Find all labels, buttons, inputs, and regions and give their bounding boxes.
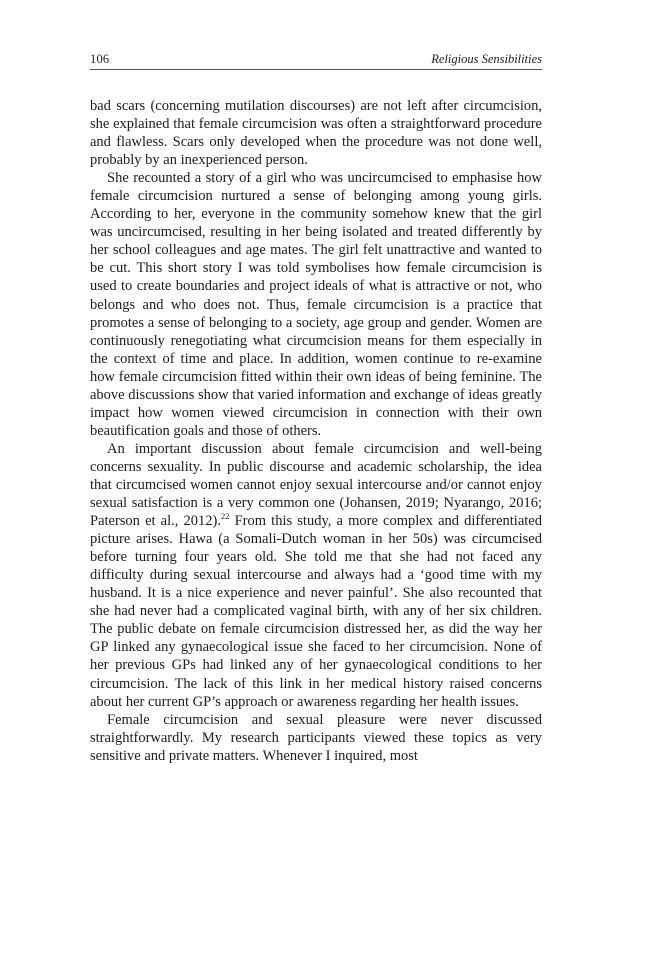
body-text (90, 97, 542, 765)
paragraph-3-text-after-note: From this study, a more complex and differentiated picture arises. Hawa (a Somali-Dutch woman in her 50s) was circumcised before turning four years old. She told me that she had not faced any difficulty during sexual intercourse and always had a ‘good time with my husband. It is a nice experience and never painful’. She also recounted that she had never had a complicated vaginal birth, with any of her six children. The public debate on female circumcision distressed her, as did the way her GP linked any gynaecological issue she faced to her circumcision. None of her previous GPs had linked any of her gynaecological conditions to her circumcision. The lack of this link in her medical history raised concerns about her current GP’s approach or awareness regarding her health issues. (90, 513, 542, 710)
paragraph-2: She recounted a story of a girl who was uncircumcised to emphasise how female circumcision nurtured a sense of belonging among young girls. According to her, everyone in the community somehow knew that the girl was uncircumcised, resulting in her being isolated and treated differently by her school colleagues and age mates. The girl felt unattractive and wanted to be cut. This short story I was told symbolises how female circumcision is used to create boundaries and project ideals of what is attractive or not, who belongs and who does not. Thus, female circumcision is a practice that promotes a sense of belonging to a society, age group and gender. Women are continuously renegotiating what circumcision means for them especially in the context of time and place. In addition, women continue to re-examine how female circumcision fitted within their own ideas of being feminine. The above discussions show that varied information and exchange of ideas greatly impact how women viewed circumcision in connection with their own beautification goals and those of others. (90, 170, 542, 439)
paragraph-3-text-before-note: An important discussion about female circumcision and well-being concerns sexuality. In public discourse and academic scholarship, the idea that circumcised women cannot enjoy sexual intercourse and/or cannot enjoy sexual satisfaction is a very common one (Johansen, 2019; Nyarango, 2016; Paterson et al., 2012). (90, 440, 542, 530)
running-head (90, 52, 542, 70)
paragraph-3 (90, 440, 542, 711)
footnote-marker[interactable]: 22 (220, 511, 230, 522)
paragraph-4: Female circumcision and sexual pleasure were never discussed straightforwardly. My research participants viewed these topics as very sensitive and private matters. Whenever I inquired, most (90, 711, 542, 764)
paragraph-1: bad scars (concerning mutilation discourses) are not left after circumcision, she explained that female circumcision was often a straightforward procedure and flawless. Scars only developed when the procedure was not done well, probably by an inexperienced person. (90, 98, 542, 169)
running-title: Religious Sensibilities (431, 52, 542, 66)
page-number: 106 (90, 52, 110, 66)
